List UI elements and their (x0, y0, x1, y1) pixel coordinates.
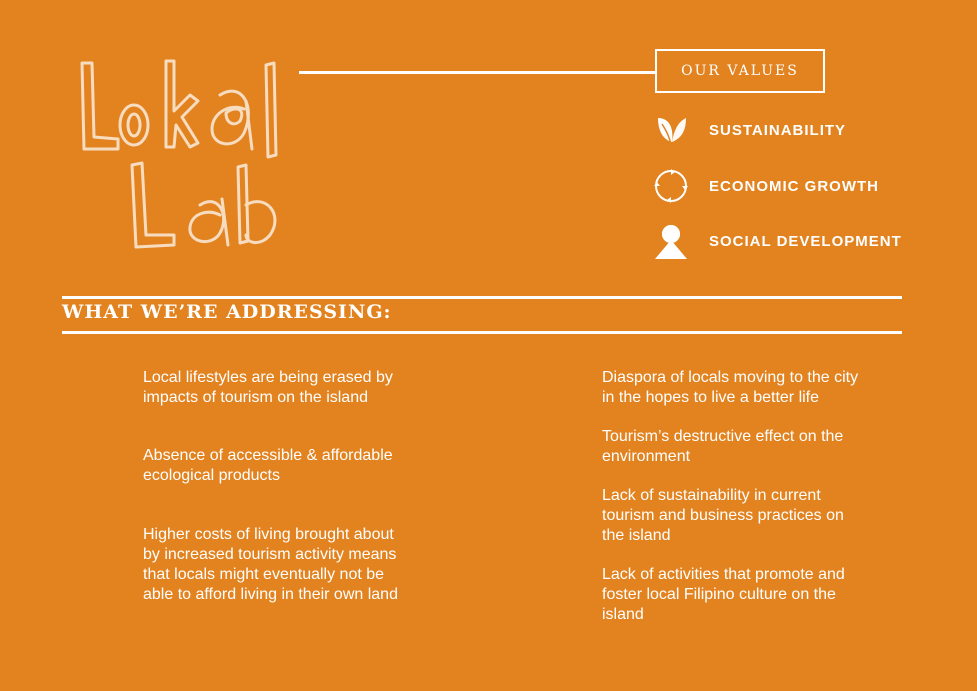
issue-item: Higher costs of living brought about by increased tourism activity means that locals might eventually not be able to afford living in their own land (143, 526, 398, 603)
values-connector-line (299, 71, 656, 74)
issue-item: Lack of sustainability in current tourism and business practices on the island (602, 487, 844, 544)
issue-item: Diaspora of locals moving to the city in the hopes to live a better life (602, 369, 859, 406)
circle-arrows-icon (653, 168, 689, 204)
value-label-sustainability: SUSTAINABILITY (709, 121, 847, 139)
issue-item: Local lifestyles are being erased by impacts of tourism on the island (143, 369, 393, 406)
addressing-heading: WHAT WE’RE ADDRESSING: (62, 301, 392, 323)
person-icon (653, 223, 689, 259)
value-item-economic-growth (653, 166, 879, 206)
issue-item: Lack of activities that promote and foster local Filipino culture on the island (602, 566, 845, 623)
section-rule-bottom (62, 331, 902, 334)
section-rule-top (62, 296, 902, 299)
value-label-economic-growth: ECONOMIC GROWTH (709, 177, 879, 195)
issue-item: Tourism’s destructive effect on the environment (602, 428, 844, 465)
value-item-social-development (653, 221, 902, 261)
our-values-heading (655, 49, 825, 93)
leaf-icon (653, 112, 689, 148)
value-label-social-development: SOCIAL DEVELOPMENT (709, 232, 902, 250)
value-item-sustainability (653, 110, 846, 150)
our-values-heading-text: OUR VALUES (681, 63, 799, 79)
issue-item: Absence of accessible & affordable ecological products (143, 447, 393, 484)
lokal-lab-logo (70, 55, 290, 255)
